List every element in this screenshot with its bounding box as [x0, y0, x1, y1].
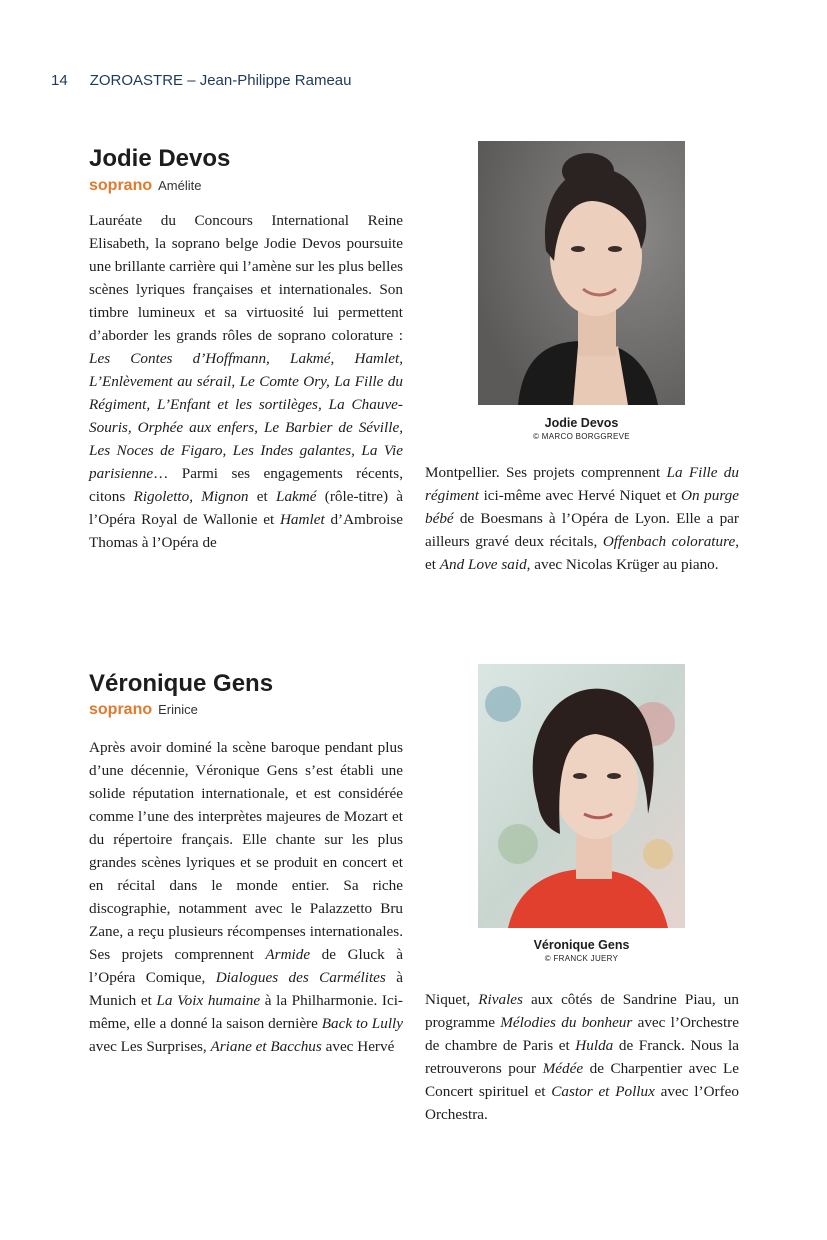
artist-voice [89, 177, 201, 195]
italic-title: La Voix humaine [156, 992, 261, 1009]
photo-credit: © FRANCK JUERY [544, 954, 619, 963]
photo-credit: © MARCO BORGGREVE [533, 432, 630, 441]
portrait-devos-image [478, 141, 685, 405]
italic-title: Lakmé [276, 488, 317, 505]
italic-title: Dialogues des Carmélites [215, 969, 386, 986]
italic-title: Offenbach colorature [602, 533, 736, 550]
italic-title: Castor et Pollux [551, 1083, 655, 1100]
bio-text: , et [425, 533, 739, 573]
italic-title: Rivales [478, 991, 523, 1008]
italic-title: Armide [265, 946, 311, 963]
italic-title: Ariane et Bacchus [210, 1038, 322, 1055]
portrait-gens-image [478, 664, 685, 928]
role-name: Erinice [158, 702, 198, 717]
bio-left-column [89, 736, 403, 1058]
bio-text: de Gluck à l’Opéra Comique, [89, 946, 403, 986]
bio-text: Montpellier. Ses projets comprennent [425, 464, 667, 481]
italic-title: Rigoletto, Mignon [133, 488, 249, 505]
bio-right-column [425, 461, 739, 576]
artist-name: Jodie Devos [89, 145, 231, 172]
page-number: 14 [51, 72, 68, 89]
italic-title: Hulda [575, 1037, 614, 1054]
italic-title: Les Contes d’Hoffmann, Lakmé, Hamlet, L’Enlèvement au sérail, Le Comte Ory, La Fille du Régiment, L’Enfant et les sortilèges, La Chauve-Souris, Orphée aux enfers, Le Barbier de Séville, Les Noces de Figaro, Les Indes galantes, La Vie parisienne [89, 350, 403, 482]
bio-text: à la Philharmonie. Ici-même, elle a donné la saison dernière [89, 992, 403, 1032]
artist-photo [478, 141, 685, 405]
italic-title: On purge bébé [425, 487, 740, 527]
artist-photo [478, 664, 685, 928]
bio-text: (rôle-titre) à l’Opéra Royal de Wallonie et [89, 488, 404, 528]
bio-text: et [248, 488, 277, 505]
header-composer: Jean-Philippe Rameau [199, 72, 352, 89]
bio-text: … Parmi ses engagements récents, citons [89, 465, 403, 505]
bio-text: Lauréate du Concours International Reine Elisabeth, la soprano belge Jodie Devos poursuite une brillante carrière qui l’amène sur les plus belles scènes lyriques françaises et internationales. Son timbre lumineux et sa virtuosité lui permettent d’aborder les grands rôles de soprano colorature : [89, 212, 403, 344]
bio-text: aux côtés de Sandrine Piau, un programme [425, 991, 739, 1031]
caption-name: Jodie Devos [544, 416, 619, 430]
italic-title: And Love said [439, 556, 527, 573]
role-name: Amélite [158, 178, 202, 193]
bio-left-column [89, 209, 403, 554]
bio-text: , avec Nicolas Krüger au piano. [526, 556, 719, 573]
bio-text: ici-même avec Hervé Niquet et [479, 487, 681, 504]
bio-text: Niquet, [425, 991, 479, 1008]
photo-caption [478, 416, 685, 441]
photo-caption [478, 938, 685, 963]
bio-text: avec Les Surprises, [89, 1038, 211, 1055]
caption-name: Véronique Gens [533, 938, 630, 952]
bio-text: de Boesmans à l’Opéra de Lyon. Elle a par ailleurs gravé deux récitals, [425, 510, 739, 550]
bio-text: Après avoir dominé la scène baroque pendant plus d’une décennie, Véronique Gens s’est établi une solide réputation internationale, et est considérée comme l’une des interprètes majeures de Mozart et du répertoire français. Elle chante sur les plus grandes scènes lyriques et se produit en concert et en récital dans le monde entier. Sa riche discographie, notamment avec le Palazzetto Bru Zane, a reçu plusieurs récompenses internationales. Ses projets comprennent [89, 739, 403, 963]
voice-type: soprano [89, 177, 153, 194]
bio-right-column [425, 988, 739, 1126]
artist-name: Véronique Gens [89, 670, 274, 697]
bio-text: de Charpentier avec Le Concert spirituel et [425, 1060, 740, 1100]
italic-title: Back to Lully [321, 1015, 404, 1032]
bio-text: à Munich et [89, 969, 403, 1009]
italic-title: La Fille du régiment [425, 464, 739, 504]
italic-title: Hamlet [279, 511, 325, 528]
italic-title: Médée [542, 1060, 584, 1077]
bio-text: avec Hervé [321, 1038, 395, 1055]
bio-text: de Franck. Nous la retrouverons pour [425, 1037, 739, 1077]
italic-title: Mélodies du bonheur [500, 1014, 633, 1031]
artist-voice [89, 701, 198, 719]
header-title: ZOROASTRE [89, 72, 184, 89]
bio-text: d’Ambroise Thomas à l’Opéra de [89, 511, 403, 551]
bio-text: avec l’Orfeo Orchestra. [425, 1083, 740, 1123]
bio-text: avec l’Orchestre de chambre de Paris et [425, 1014, 739, 1054]
voice-type: soprano [89, 701, 153, 718]
header-separator: – [187, 72, 196, 89]
